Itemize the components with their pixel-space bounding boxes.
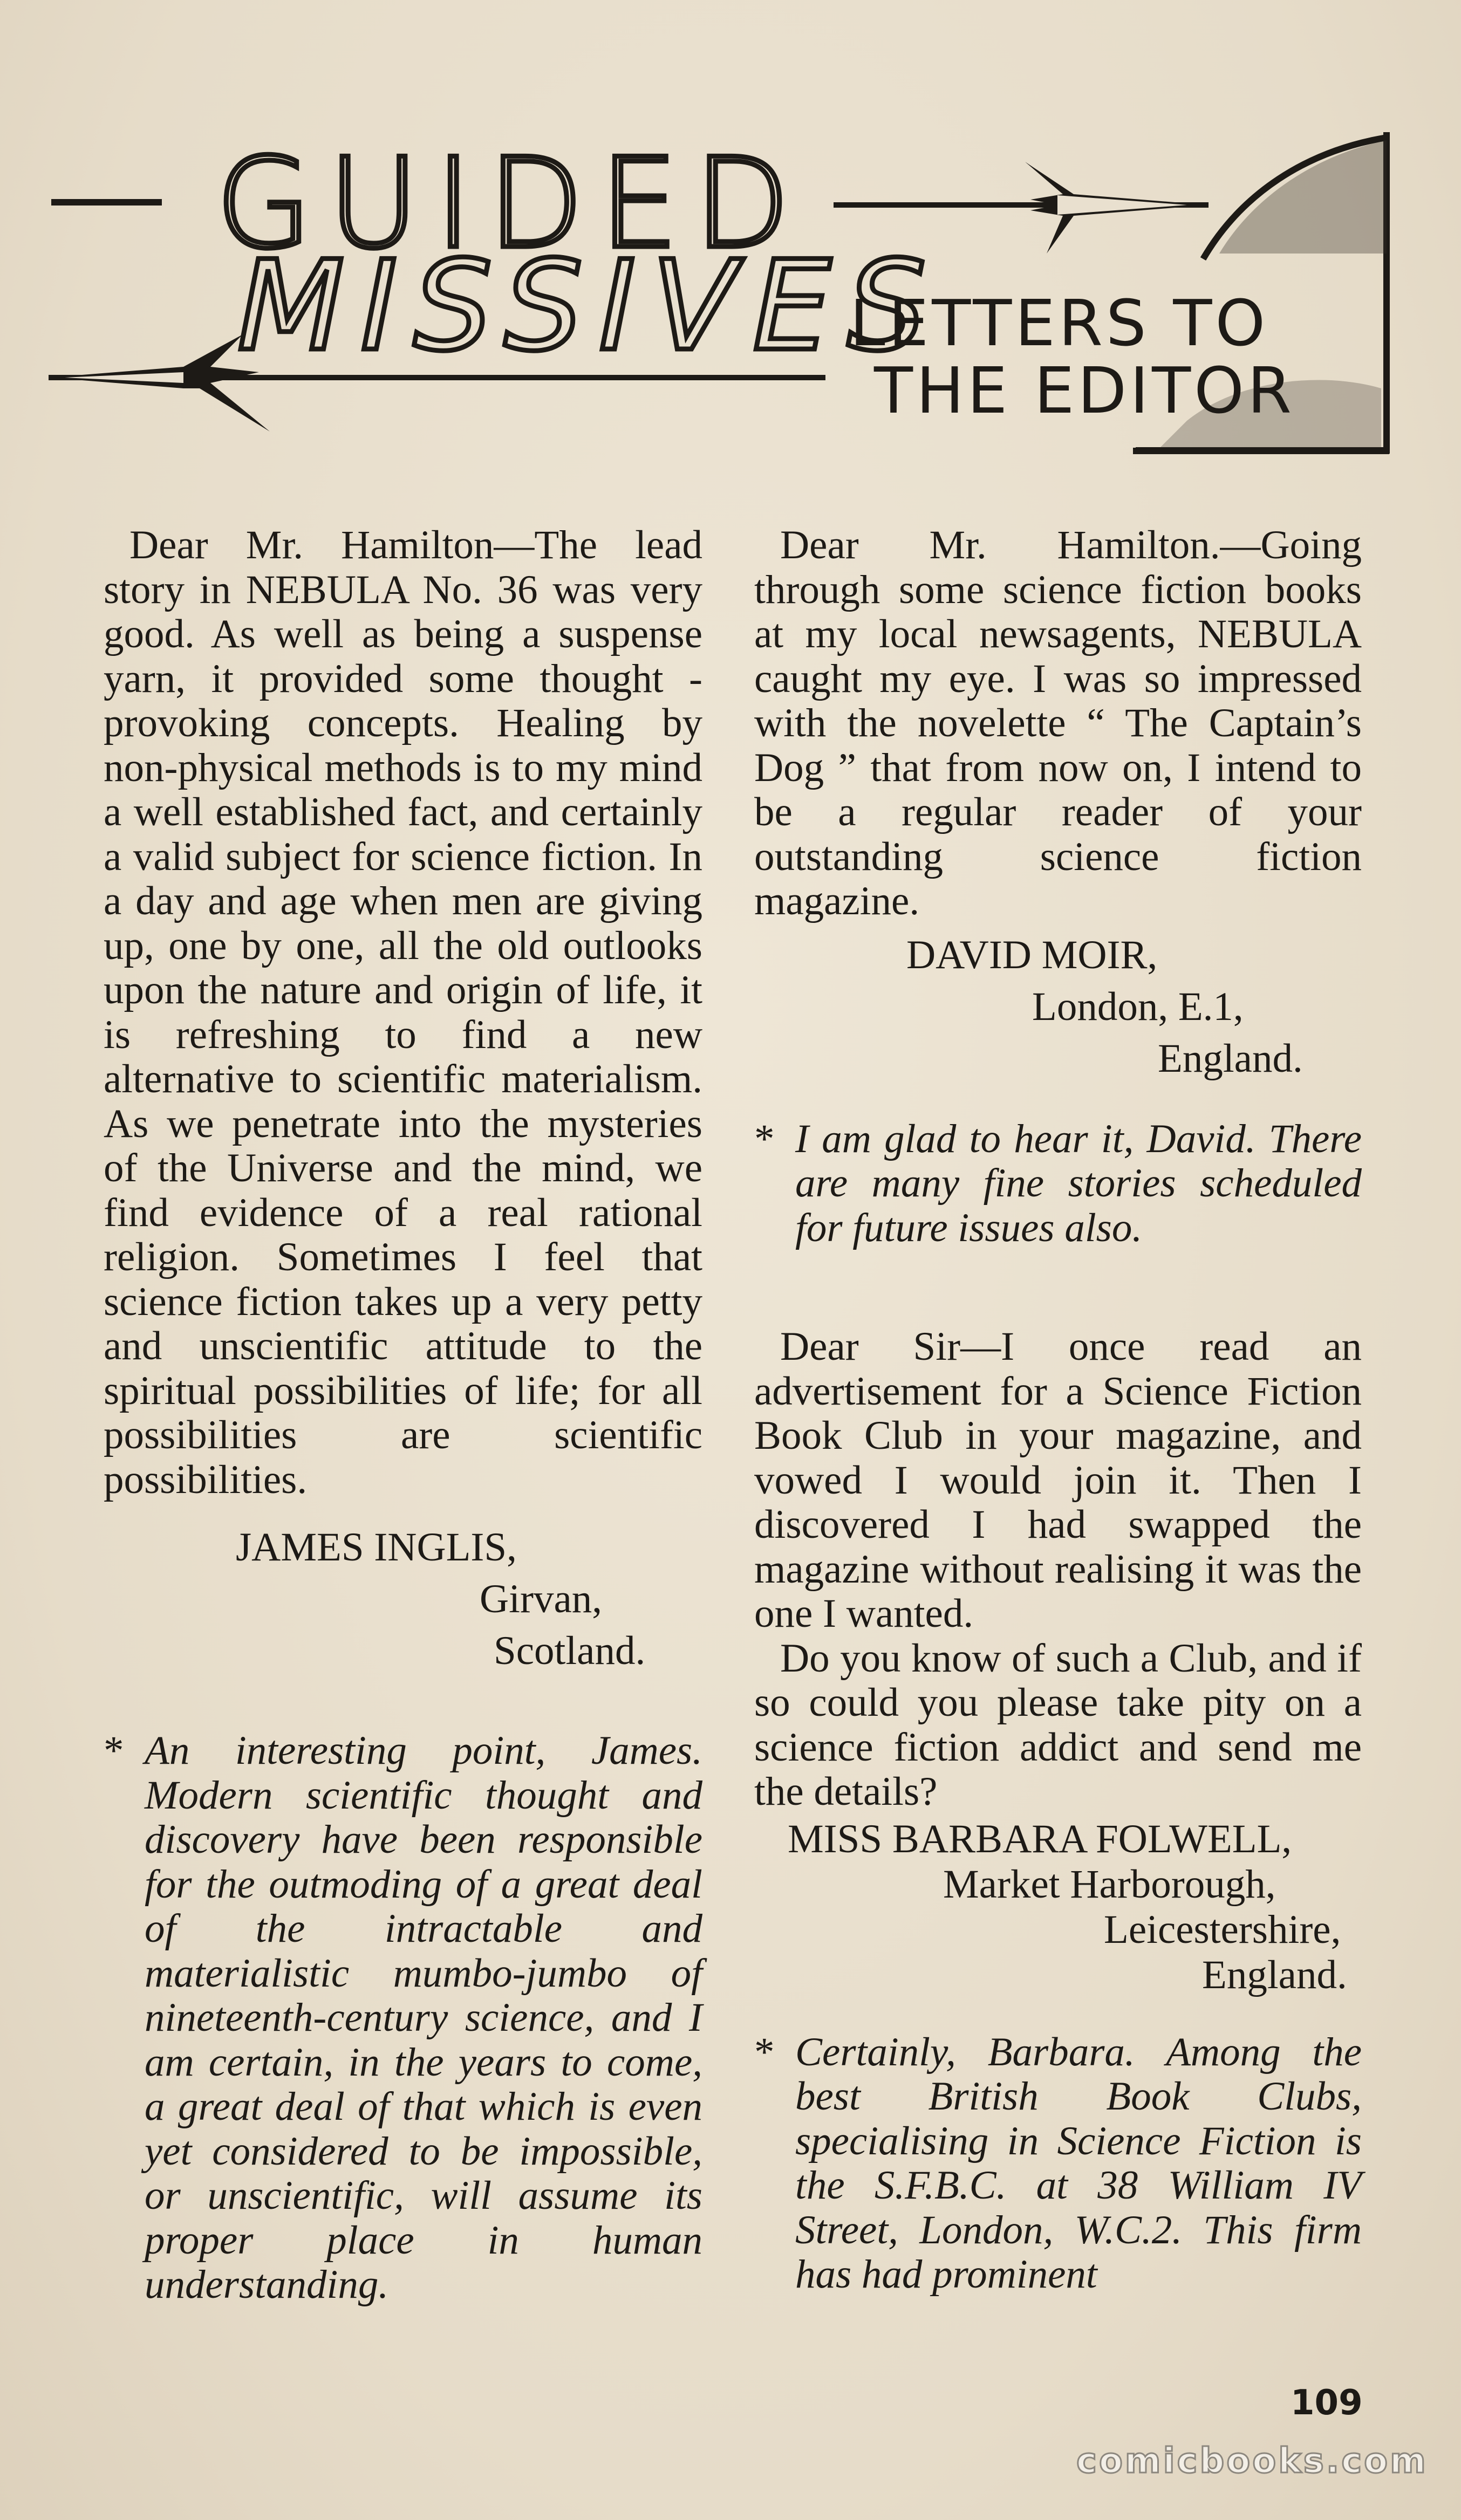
signature-town: London, E.1, (1032, 984, 1244, 1029)
signature-county: Leicestershire, (1104, 1907, 1341, 1952)
reply-star-icon: * (104, 1728, 124, 1773)
signature-name: JAMES INGLIS, (236, 1525, 517, 1570)
reply-star-icon: * (754, 1116, 775, 1161)
right-column (754, 523, 1362, 2297)
header-banner (0, 0, 1461, 485)
title-line-1: GUIDED (216, 132, 806, 276)
signature-name: MISS BARBARA FOLWELL, (788, 1816, 1292, 1861)
signature-town: Girvan, (480, 1577, 603, 1621)
letter-james-inglis: Dear Mr. Hamilton—The lead story in NEBULA No. 36 was very good. As well as being a suspense yarn, it provided some thought - provoking concepts. Healing by non-physical methods is to my mind a well established fact, and certainly a valid subject for science fiction. In a day and age when men are giving up, one by one, all the old outlooks upon the nature and origin of life, it is refreshing to find a new alternative to scientific materialism. As we penetrate into the mysteries of the Universe and the mind, we find evidence of a real rational religion. Sometimes I feel that science fiction takes up a very petty and unscientific attitude to the spiritual possibilities of life; for all possibilities are scientific possibilities. (104, 523, 702, 1502)
editor-reply-2 (754, 1117, 1362, 1251)
signature-james-inglis (104, 1522, 702, 1677)
signature-david-moir (754, 929, 1362, 1085)
site-watermark: comicbooks.com (1076, 2441, 1428, 2481)
signature-country: England. (1202, 1952, 1347, 1997)
subtitle-line-2: THE EDITOR (874, 353, 1295, 428)
reply-text: An interesting point, James. Modern scientific thought and discovery have been responsible for the outmoding of a great deal of the intractable and materialistic mumbo-jumbo of nineteenth-century science, and I am certain, in the years to come, a great deal of that which is even yet considered to be impossible, or unscientific, will assume its proper place in human understanding. (145, 1728, 702, 2307)
editor-reply-3 (754, 2030, 1362, 2297)
signature-town: Market Harborough, (943, 1861, 1276, 1907)
rocket-icon-bottom (49, 334, 270, 432)
title-line-2: MISSIVES (237, 235, 943, 379)
signature-country: England. (1158, 1036, 1303, 1081)
letter-barbara-folwell-p2: Do you know of such a Club, and if so could you please take pity on a science fiction addict and send me the details? (754, 1635, 1362, 1814)
letter-barbara-folwell-p1: Dear Sir—I once read an advertisement for a Science Fiction Book Club in your magazine, and vowed I would join it. Then I discovered I had swapped the magazine without realising it was the one I wanted. (754, 1324, 1362, 1636)
subtitle-line-1: LETTERS TO (850, 286, 1269, 360)
page-number: 109 (1291, 2383, 1363, 2423)
signature-name: DAVID MOIR, (906, 932, 1158, 977)
reply-text: Certainly, Barbara. Among the best British Book Clubs, specialising in Science Fiction is the S.F.B.C. at 38 William IV Street, London, W.C.2. This firm has had prominent (795, 2029, 1362, 2297)
editor-reply-1 (104, 1729, 702, 2307)
reply-text: I am glad to hear it, David. There are many fine stories scheduled for future issues also. (795, 1116, 1362, 1250)
reply-star-icon: * (754, 2029, 775, 2074)
signature-country: Scotland. (494, 1628, 646, 1673)
letter-david-moir: Dear Mr. Hamilton.—Going through some science fiction books at my local newsagents, NEBULA caught my eye. I was so impressed with the novelette “ The Captain’s Dog ” that from now on, I intend to be a regular reader of your outstanding science fiction magazine. (754, 523, 1362, 923)
signature-barbara-folwell (754, 1817, 1362, 1998)
left-column (104, 523, 702, 2307)
